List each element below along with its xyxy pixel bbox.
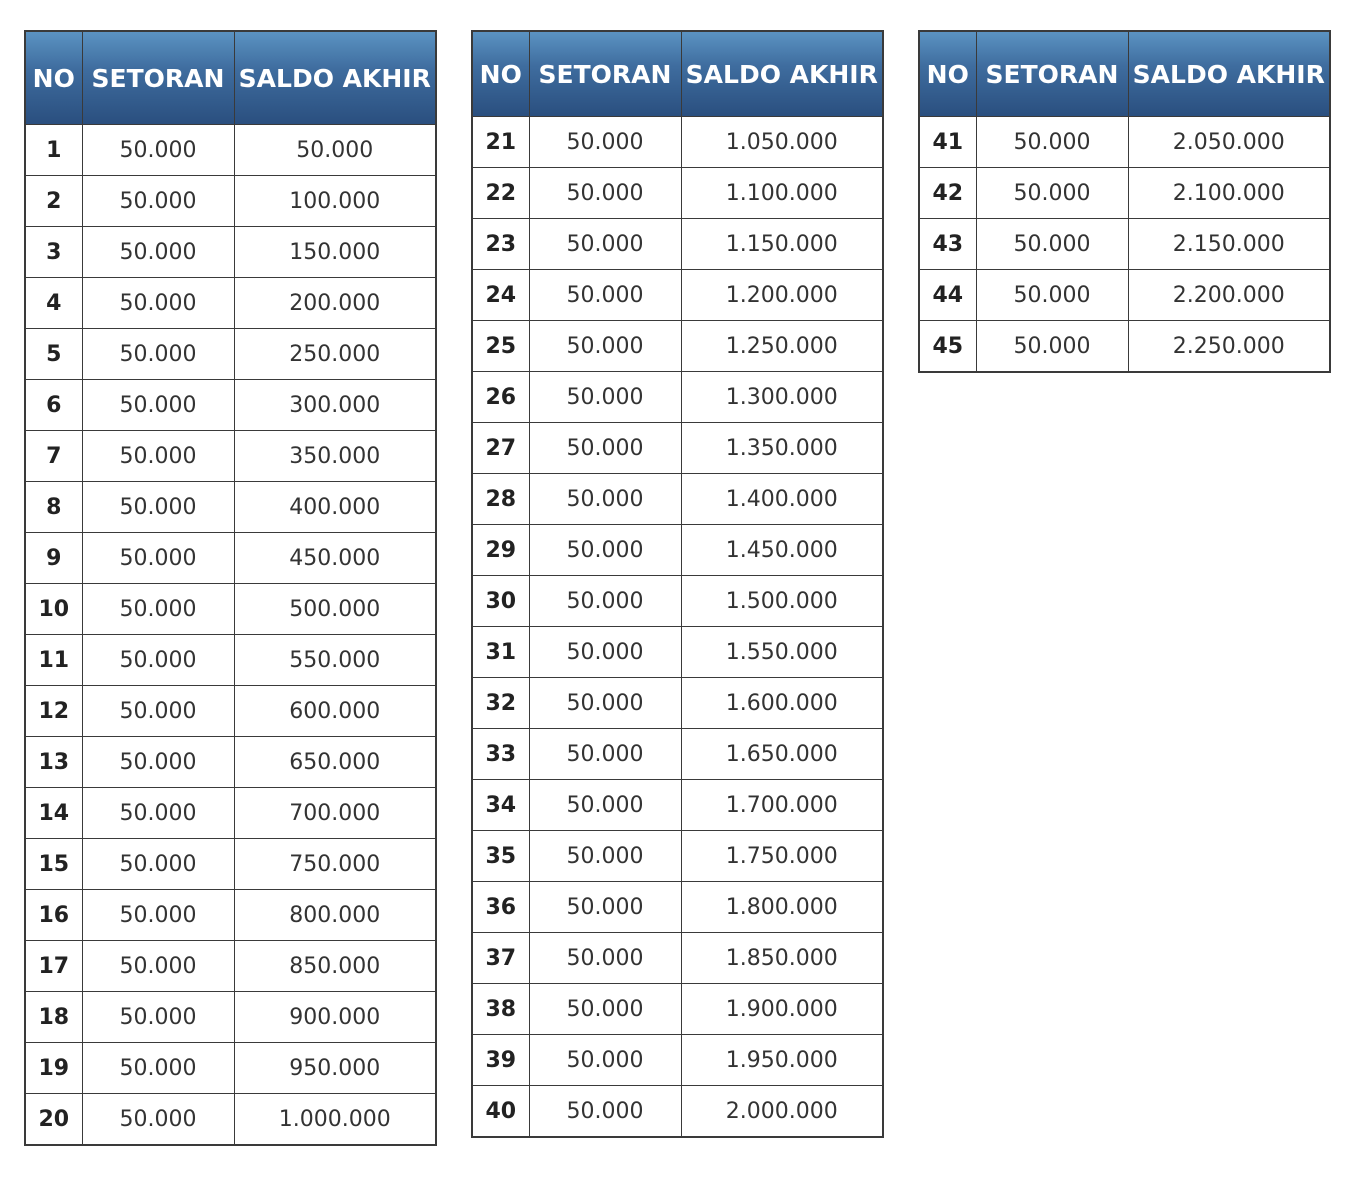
setoran-cell: 50.000	[529, 117, 681, 168]
saldo-akhir-cell: 1.000.000	[234, 1094, 436, 1146]
setoran-cell: 50.000	[82, 431, 234, 482]
table-row	[25, 941, 436, 992]
table-row	[25, 992, 436, 1043]
no-cell: 24	[472, 270, 529, 321]
header-row	[25, 31, 436, 125]
setoran-cell: 50.000	[82, 227, 234, 278]
table-row	[472, 423, 883, 474]
setoran-cell: 50.000	[529, 372, 681, 423]
no-cell: 40	[472, 1086, 529, 1138]
setoran-cell: 50.000	[82, 737, 234, 788]
header-setoran: SETORAN	[529, 31, 681, 117]
no-cell: 27	[472, 423, 529, 474]
setoran-cell: 50.000	[82, 635, 234, 686]
setoran-cell: 50.000	[82, 482, 234, 533]
table-row	[472, 321, 883, 372]
saldo-akhir-cell: 1.750.000	[681, 831, 883, 882]
no-cell: 37	[472, 933, 529, 984]
header-setoran: SETORAN	[82, 31, 234, 125]
saldo-akhir-cell: 2.100.000	[1128, 168, 1330, 219]
saldo-akhir-cell: 1.700.000	[681, 780, 883, 831]
setoran-cell: 50.000	[82, 533, 234, 584]
table-row	[25, 533, 436, 584]
table-row	[472, 729, 883, 780]
no-cell: 36	[472, 882, 529, 933]
no-cell: 34	[472, 780, 529, 831]
table-row	[25, 1043, 436, 1094]
table-row	[472, 984, 883, 1035]
table-row	[472, 627, 883, 678]
setoran-cell: 50.000	[82, 176, 234, 227]
setoran-cell: 50.000	[976, 321, 1128, 373]
no-cell: 33	[472, 729, 529, 780]
no-cell: 43	[919, 219, 976, 270]
saldo-akhir-cell: 1.400.000	[681, 474, 883, 525]
setoran-cell: 50.000	[529, 933, 681, 984]
saldo-akhir-cell: 1.050.000	[681, 117, 883, 168]
saldo-akhir-cell: 900.000	[234, 992, 436, 1043]
no-cell: 1	[25, 125, 82, 176]
table-row	[25, 635, 436, 686]
saldo-akhir-cell: 2.150.000	[1128, 219, 1330, 270]
saldo-akhir-cell: 2.200.000	[1128, 270, 1330, 321]
setoran-cell: 50.000	[976, 117, 1128, 168]
setoran-cell: 50.000	[529, 219, 681, 270]
saldo-akhir-cell: 1.800.000	[681, 882, 883, 933]
header-saldo-akhir: SALDO AKHIR	[1128, 31, 1330, 117]
saldo-akhir-cell: 950.000	[234, 1043, 436, 1094]
no-cell: 45	[919, 321, 976, 373]
table-row	[25, 482, 436, 533]
saldo-akhir-cell: 1.450.000	[681, 525, 883, 576]
setoran-cell: 50.000	[529, 984, 681, 1035]
setoran-cell: 50.000	[82, 890, 234, 941]
setoran-cell: 50.000	[529, 423, 681, 474]
table-row	[25, 380, 436, 431]
saldo-akhir-cell: 450.000	[234, 533, 436, 584]
header-row	[919, 31, 1330, 117]
no-cell: 5	[25, 329, 82, 380]
setoran-cell: 50.000	[82, 380, 234, 431]
no-cell: 22	[472, 168, 529, 219]
saldo-akhir-cell: 300.000	[234, 380, 436, 431]
no-cell: 32	[472, 678, 529, 729]
no-cell: 39	[472, 1035, 529, 1086]
table-row	[472, 780, 883, 831]
table-row	[472, 1035, 883, 1086]
saldo-akhir-cell: 2.250.000	[1128, 321, 1330, 373]
no-cell: 2	[25, 176, 82, 227]
saldo-akhir-cell: 650.000	[234, 737, 436, 788]
saldo-akhir-cell: 850.000	[234, 941, 436, 992]
saldo-akhir-cell: 2.050.000	[1128, 117, 1330, 168]
setoran-cell: 50.000	[82, 686, 234, 737]
setoran-cell: 50.000	[529, 780, 681, 831]
table-row	[25, 278, 436, 329]
table-row	[25, 788, 436, 839]
setoran-cell: 50.000	[82, 125, 234, 176]
setoran-cell: 50.000	[529, 882, 681, 933]
no-cell: 16	[25, 890, 82, 941]
table-row	[25, 125, 436, 176]
no-cell: 38	[472, 984, 529, 1035]
saldo-akhir-cell: 1.100.000	[681, 168, 883, 219]
table-row	[472, 219, 883, 270]
saldo-akhir-cell: 1.900.000	[681, 984, 883, 1035]
table-row	[472, 474, 883, 525]
no-cell: 17	[25, 941, 82, 992]
saldo-akhir-cell: 150.000	[234, 227, 436, 278]
no-cell: 29	[472, 525, 529, 576]
no-cell: 20	[25, 1094, 82, 1146]
saldo-akhir-cell: 2.000.000	[681, 1086, 883, 1138]
no-cell: 7	[25, 431, 82, 482]
saldo-akhir-cell: 1.200.000	[681, 270, 883, 321]
no-cell: 11	[25, 635, 82, 686]
saldo-akhir-cell: 1.500.000	[681, 576, 883, 627]
table-row	[472, 1086, 883, 1138]
setoran-cell: 50.000	[82, 584, 234, 635]
no-cell: 10	[25, 584, 82, 635]
table-row	[25, 737, 436, 788]
no-cell: 18	[25, 992, 82, 1043]
table-row	[919, 117, 1330, 168]
no-cell: 6	[25, 380, 82, 431]
table-row	[472, 168, 883, 219]
table-body	[472, 117, 883, 1138]
saldo-akhir-cell: 100.000	[234, 176, 436, 227]
no-cell: 42	[919, 168, 976, 219]
setoran-cell: 50.000	[529, 831, 681, 882]
setoran-cell: 50.000	[529, 321, 681, 372]
no-cell: 8	[25, 482, 82, 533]
no-cell: 4	[25, 278, 82, 329]
saldo-akhir-cell: 1.850.000	[681, 933, 883, 984]
table-row	[472, 525, 883, 576]
table-row	[919, 321, 1330, 373]
table-row	[25, 329, 436, 380]
setoran-cell: 50.000	[82, 1094, 234, 1146]
saldo-akhir-cell: 500.000	[234, 584, 436, 635]
setoran-cell: 50.000	[529, 576, 681, 627]
header-setoran: SETORAN	[976, 31, 1128, 117]
setoran-cell: 50.000	[82, 278, 234, 329]
header-saldo-akhir: SALDO AKHIR	[234, 31, 436, 125]
saldo-akhir-cell: 200.000	[234, 278, 436, 329]
setoran-cell: 50.000	[529, 1035, 681, 1086]
saldo-akhir-cell: 750.000	[234, 839, 436, 890]
table-row	[25, 686, 436, 737]
table-row	[25, 431, 436, 482]
setoran-cell: 50.000	[976, 270, 1128, 321]
setoran-cell: 50.000	[529, 678, 681, 729]
saldo-akhir-cell: 1.650.000	[681, 729, 883, 780]
header-row	[472, 31, 883, 117]
no-cell: 15	[25, 839, 82, 890]
no-cell: 13	[25, 737, 82, 788]
table-row	[25, 227, 436, 278]
setoran-cell: 50.000	[976, 219, 1128, 270]
no-cell: 44	[919, 270, 976, 321]
saldo-akhir-cell: 1.550.000	[681, 627, 883, 678]
savings-table-1	[24, 30, 437, 1146]
table-row	[472, 576, 883, 627]
saldo-akhir-cell: 1.250.000	[681, 321, 883, 372]
saldo-akhir-cell: 350.000	[234, 431, 436, 482]
no-cell: 3	[25, 227, 82, 278]
saldo-akhir-cell: 550.000	[234, 635, 436, 686]
table-row	[472, 933, 883, 984]
setoran-cell: 50.000	[82, 788, 234, 839]
setoran-cell: 50.000	[529, 627, 681, 678]
saldo-akhir-cell: 1.950.000	[681, 1035, 883, 1086]
saldo-akhir-cell: 400.000	[234, 482, 436, 533]
table-row	[472, 678, 883, 729]
header-no: NO	[25, 31, 82, 125]
no-cell: 30	[472, 576, 529, 627]
table-row	[25, 890, 436, 941]
saldo-akhir-cell: 50.000	[234, 125, 436, 176]
table-body	[25, 125, 436, 1146]
savings-table-2	[471, 30, 884, 1138]
saldo-akhir-cell: 250.000	[234, 329, 436, 380]
setoran-cell: 50.000	[529, 168, 681, 219]
no-cell: 31	[472, 627, 529, 678]
setoran-cell: 50.000	[529, 729, 681, 780]
savings-table-3	[918, 30, 1331, 373]
table-row	[25, 839, 436, 890]
saldo-akhir-cell: 1.350.000	[681, 423, 883, 474]
no-cell: 19	[25, 1043, 82, 1094]
saldo-akhir-cell: 1.150.000	[681, 219, 883, 270]
no-cell: 23	[472, 219, 529, 270]
setoran-cell: 50.000	[82, 1043, 234, 1094]
table-row	[25, 176, 436, 227]
table-row	[472, 117, 883, 168]
header-no: NO	[472, 31, 529, 117]
setoran-cell: 50.000	[82, 992, 234, 1043]
no-cell: 35	[472, 831, 529, 882]
table-row	[919, 270, 1330, 321]
no-cell: 25	[472, 321, 529, 372]
setoran-cell: 50.000	[529, 525, 681, 576]
saldo-akhir-cell: 700.000	[234, 788, 436, 839]
saldo-akhir-cell: 1.300.000	[681, 372, 883, 423]
no-cell: 21	[472, 117, 529, 168]
setoran-cell: 50.000	[529, 270, 681, 321]
table-body	[919, 117, 1330, 373]
no-cell: 9	[25, 533, 82, 584]
table-row	[919, 219, 1330, 270]
header-saldo-akhir: SALDO AKHIR	[681, 31, 883, 117]
table-row	[472, 831, 883, 882]
no-cell: 26	[472, 372, 529, 423]
setoran-cell: 50.000	[82, 839, 234, 890]
saldo-akhir-cell: 600.000	[234, 686, 436, 737]
no-cell: 14	[25, 788, 82, 839]
header-no: NO	[919, 31, 976, 117]
saldo-akhir-cell: 800.000	[234, 890, 436, 941]
setoran-cell: 50.000	[82, 329, 234, 380]
table-row	[919, 168, 1330, 219]
table-row	[472, 372, 883, 423]
setoran-cell: 50.000	[529, 474, 681, 525]
no-cell: 28	[472, 474, 529, 525]
table-row	[472, 882, 883, 933]
table-row	[25, 584, 436, 635]
setoran-cell: 50.000	[529, 1086, 681, 1138]
table-row	[25, 1094, 436, 1146]
saldo-akhir-cell: 1.600.000	[681, 678, 883, 729]
table-row	[472, 270, 883, 321]
setoran-cell: 50.000	[976, 168, 1128, 219]
setoran-cell: 50.000	[82, 941, 234, 992]
no-cell: 41	[919, 117, 976, 168]
no-cell: 12	[25, 686, 82, 737]
